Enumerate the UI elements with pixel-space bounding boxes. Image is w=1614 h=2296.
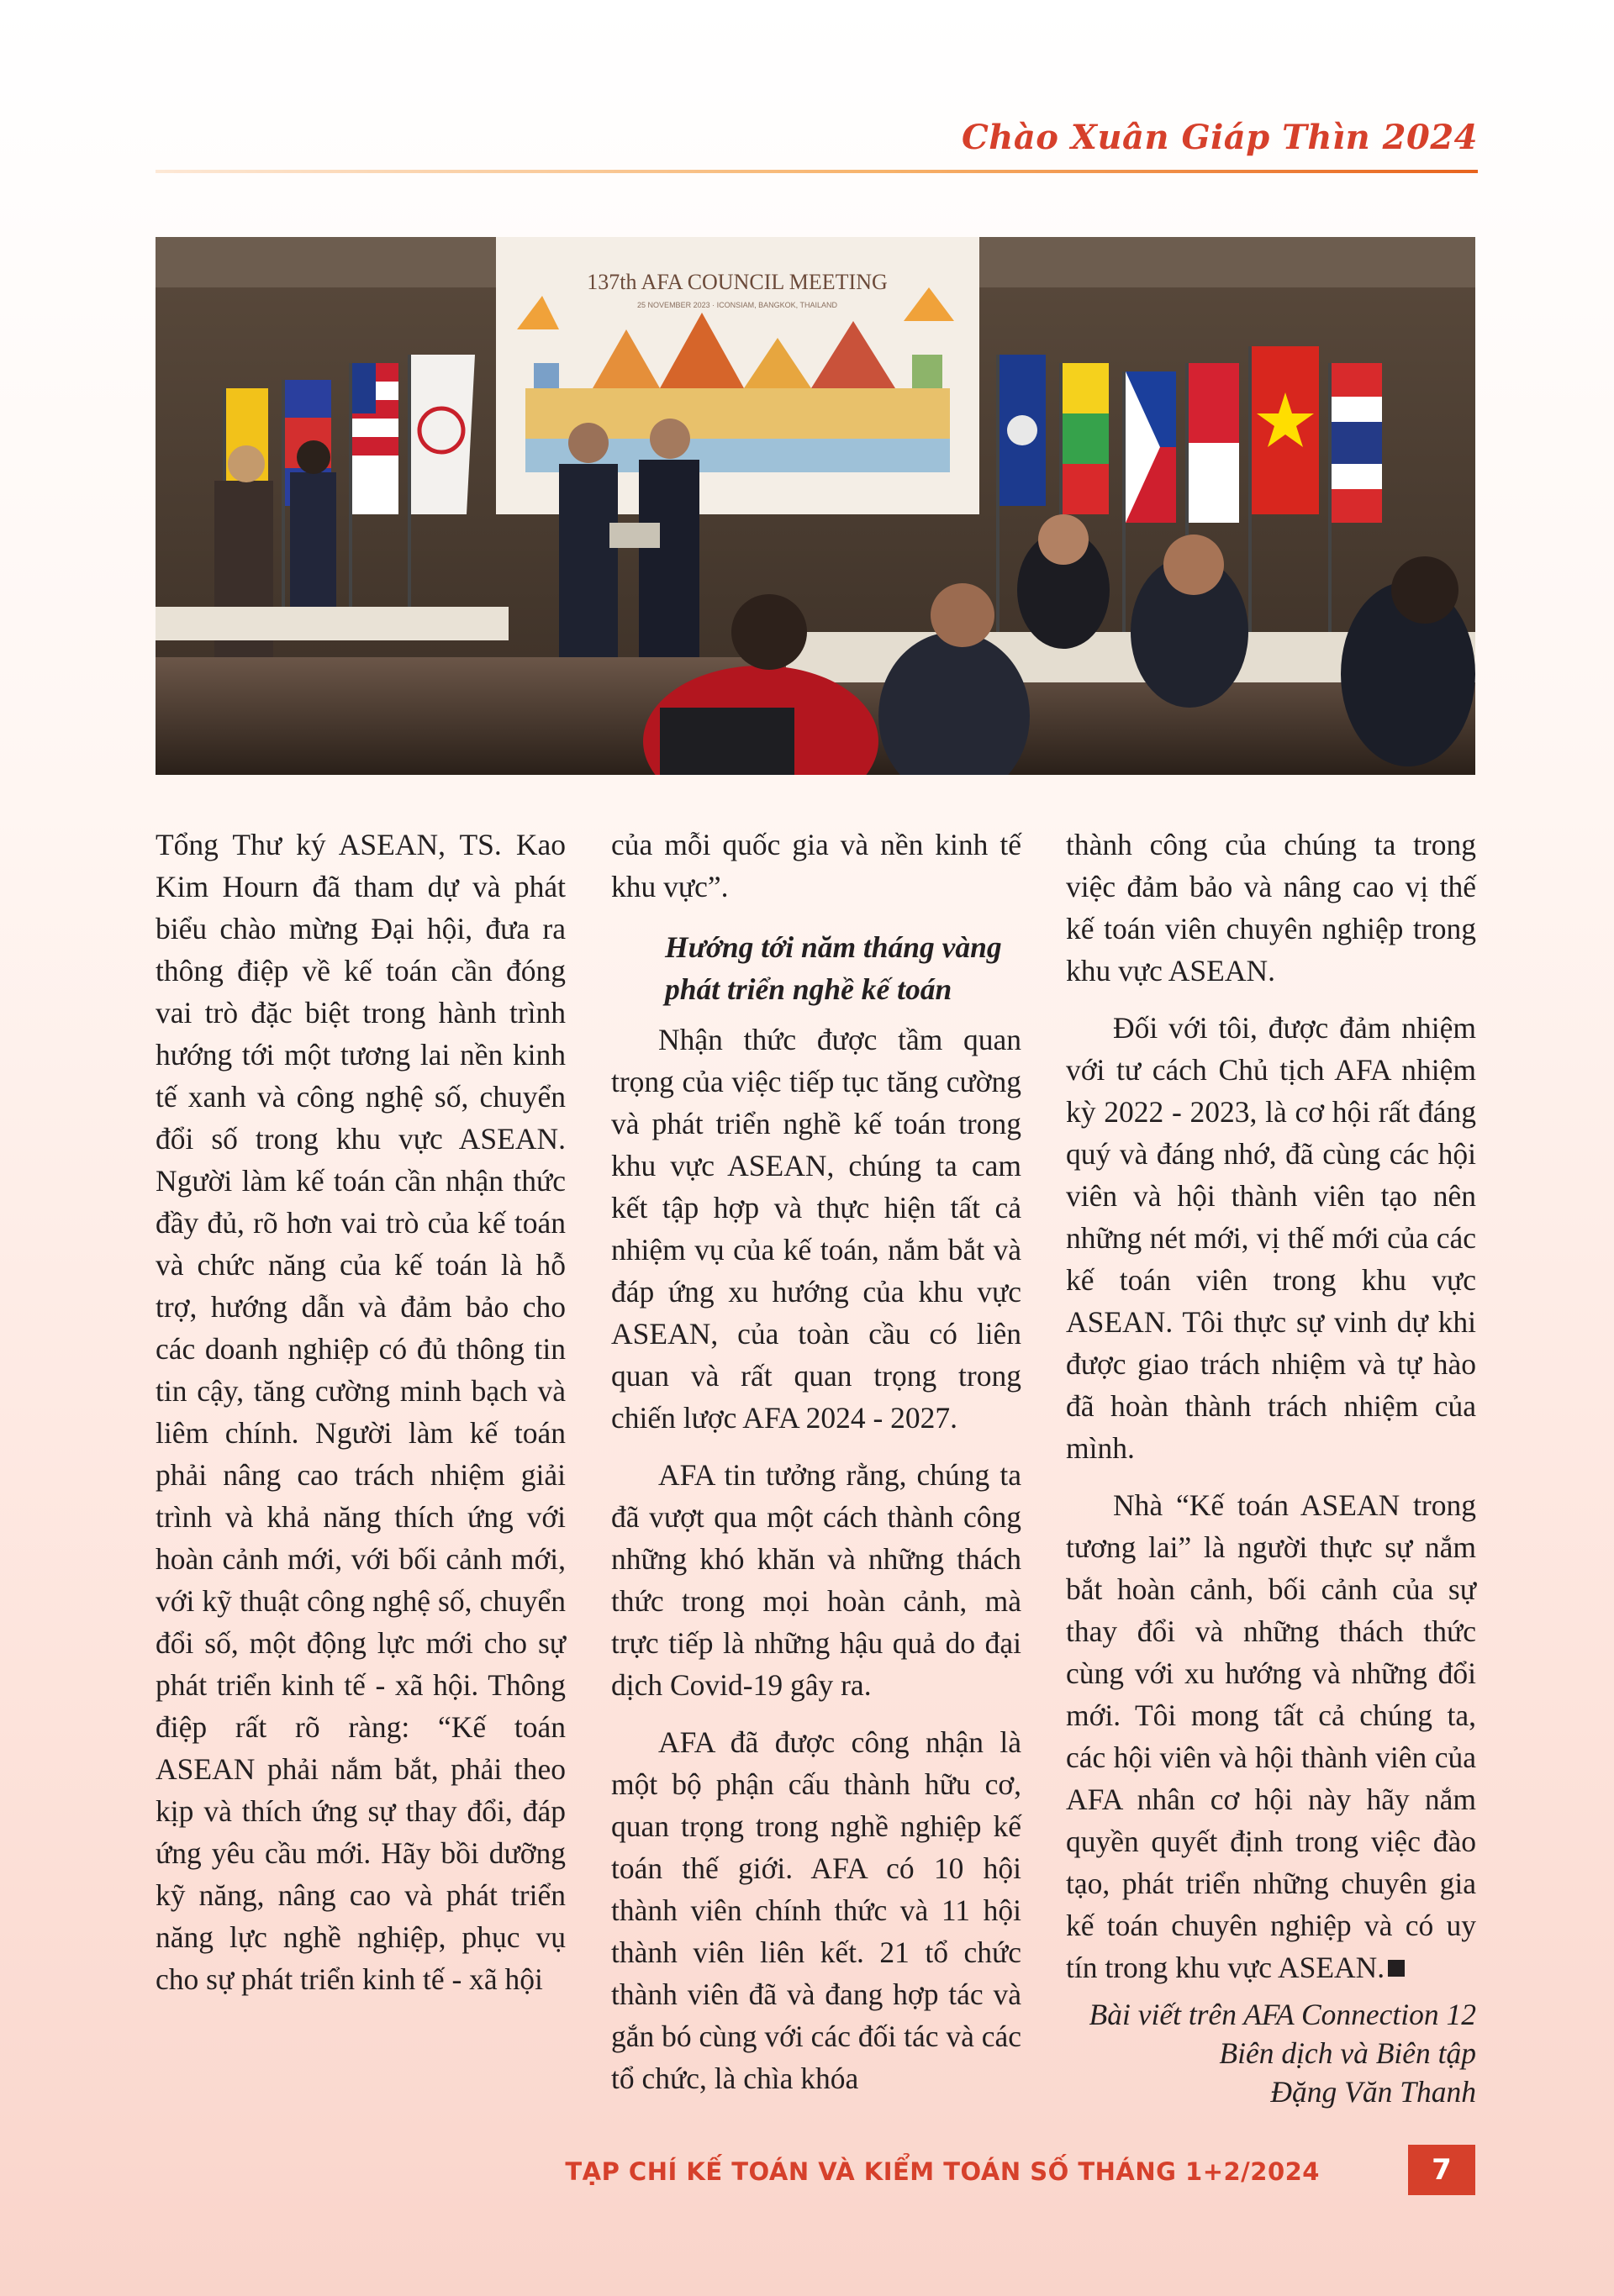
page-number: 7 (1408, 2145, 1475, 2195)
banner-title: 137th AFA COUNCIL MEETING (587, 270, 888, 294)
issue-title: Chào Xuân Giáp Thìn 2024 (961, 118, 1478, 157)
author-name: Đặng Văn Thanh (1270, 2075, 1476, 2109)
table-left (156, 607, 509, 640)
translator-role: Biên dịch và Biên tập (1219, 2036, 1476, 2070)
article-credits (1066, 1995, 1476, 2111)
source-credit: Bài viết trên AFA Connection 12 (1089, 1998, 1476, 2031)
paragraph: Tổng Thư ký ASEAN, TS. Kao Kim Hourn đã tham dự và phát biểu chào mừng Đại hội, đưa ra thông điệp về kế toán cần đóng vai trò đặc biệt trong hành trình hướng tới một tương lai nền kinh tế xanh và công nghệ số, chuyển đổi số trong khu vực ASEAN. Người làm kế toán cần nhận thức đầy đủ, rõ hơn vai trò của kế toán và chức năng của kế toán là hỗ trợ, hướng dẫn và đảm bảo cho các doanh nghiệp có đủ thông tin tin cậy, tăng cường minh bạch và liêm chính. Người làm kế toán phải nâng cao trách nhiệm giải trình và khả năng thích ứng với hoàn cảnh mới, với bối cảnh mới, với kỹ thuật công nghệ số, chuyển đổi số, một động lực mới cho sự phát triển kinh tế - xã hội. Thông điệp rất rõ ràng: “Kế toán ASEAN phải nắm bắt, phải theo kịp và thích ứng sự thay đổi, đáp ứng yêu cầu mới. Hãy bồi dưỡng kỹ năng, nâng cao và phát triển năng lực nghề nghiệp, phục vụ cho sự phát triển kinh tế - xã hội (156, 828, 566, 1996)
journal-footer: TẠP CHÍ KẾ TOÁN VÀ KIỂM TOÁN SỐ THÁNG 1+2/2024 (565, 2157, 1320, 2186)
banner-subtitle: 25 NOVEMBER 2023 · ICONSIAM, BANGKOK, THAILAND (637, 301, 837, 309)
paragraph: Đối với tôi, được đảm nhiệm với tư cách Chủ tịch AFA nhiệm kỳ 2022 - 2023, là cơ hội rất đáng quý và đáng nhớ, đã cùng các hội viên và hội thành viên tạo nên những nét mới, vị thế mới của các kế toán viên trong khu vực ASEAN. Tôi thực sự vinh dự khi được giao trách nhiệm và tự hào đã hoàn thành trách nhiệm của mình. (1066, 1011, 1476, 1465)
paragraph-continuation: thành công của chúng ta trong việc đảm bảo và nâng cao vị thế kế toán viên chuyên nghiệp trong khu vực ASEAN. (1066, 828, 1476, 987)
paragraph: Nhận thức được tầm quan trọng của việc tiếp tục tăng cường và phát triển nghề kế toán trong khu vực ASEAN, chúng ta cam kết tập hợp và thực hiện tất cả nhiệm vụ của kế toán, nắm bắt và đáp ứng xu hướng của khu vực ASEAN, của toàn cầu có liên quan và rất quan trọng trong chiến lược AFA 2024 - 2027. (611, 1023, 1021, 1435)
column-3 (1066, 824, 1476, 2111)
event-photo (156, 237, 1475, 775)
laptop (660, 708, 794, 775)
header-rule (156, 170, 1478, 173)
section-heading: Hướng tới năm tháng vàng phát triển nghề kế toán (665, 930, 1002, 1006)
column-1 (156, 824, 566, 2000)
column-2 (611, 824, 1021, 2099)
closing-paragraph-text: Nhà “Kế toán ASEAN trong tương lai” là người thực sự nắm bắt hoàn cảnh, bối cảnh của sự thay đổi và những thách thức cùng với xu hướng và những đổi mới. Tôi mong tất cả chúng ta, các hội viên và hội thành viên của AFA nhân cơ hội này hãy nắm quyền quyết định trong việc đào tạo, phát triển những chuyên gia kế toán chuyên nghiệp và có uy tín trong khu vực ASEAN. (1066, 1488, 1476, 1984)
paragraph: AFA đã được công nhận là một bộ phận cấu thành hữu cơ, quan trọng trong nghề nghiệp kế toán thế giới. AFA có 10 hội thành viên chính thức và 11 hội thành viên liên kết. 21 tổ chức thành viên đã và đang hợp tác và gắn bó cùng với các đối tác và các tổ chức, là chìa khóa (611, 1725, 1021, 2095)
paragraph: AFA tin tưởng rằng, chúng ta đã vượt qua một cách thành công những khó khăn và những thách thức trong mọi hoàn cảnh, mà trực tiếp là những hậu quả do đại dịch Covid-19 gây ra. (611, 1458, 1021, 1702)
end-of-article-mark (1388, 1960, 1405, 1977)
paragraph-continuation: của mỗi quốc gia và nền kinh tế khu vực”. (611, 828, 1021, 903)
paragraph (1066, 1484, 1476, 1988)
